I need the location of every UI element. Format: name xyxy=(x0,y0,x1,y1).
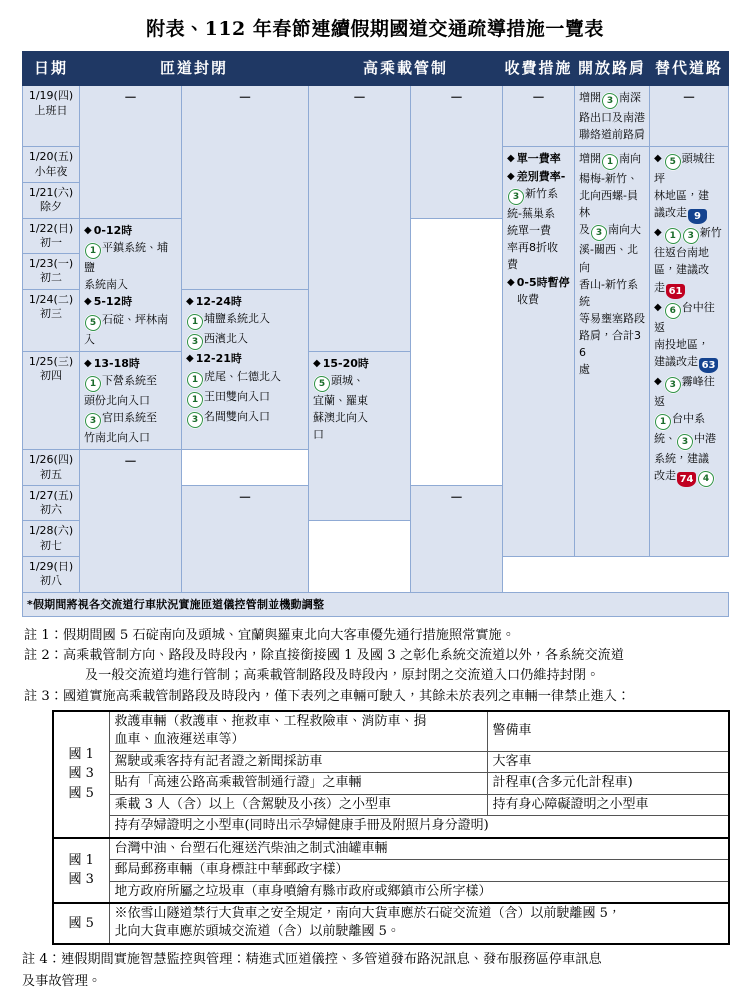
shoulder-cell-row1: 增開 3 南深 路出口及南港 聯絡道前路肩 xyxy=(575,86,650,147)
vehicle-row xyxy=(53,751,729,772)
header-hov-control: 高乘載管制 xyxy=(309,52,503,86)
ramp-closure-cell-empty-a: － xyxy=(80,86,182,218)
vehicle-desc-full: 郵局郵務車輛（車身標註中華郵政字樣） xyxy=(109,860,729,881)
toll-cell-main: ◆ 單一費率 ◆ 差別費率- 3 新竹系 統-蕪巢系 統單一費 率再8折收 費 ◆ 0-5時暫停 收費 xyxy=(503,147,575,557)
page-title: 附表、112 年春節連續假期國道交通疏導措施一覽表 xyxy=(146,18,604,40)
date-cell: 1/25(三) 初四 xyxy=(23,351,80,450)
vehicle-desc: 救護車輛（救護車、拖救車、工程救險車、消防車、捐 血車、血液運送車等） xyxy=(109,711,487,751)
provincial-highway-badge: 9 xyxy=(688,209,707,224)
national-highway-badge: 6 xyxy=(665,303,681,319)
vehicle-desc-full: ※依雪山隧道禁行大貨車之安全規定，南向大貨車應於石碇交流道（含）以前駛離國 5， 北向大貨車應於頭城交流道（含）以前駛離國 5。 xyxy=(109,903,729,944)
national-highway-badge: 1 xyxy=(655,414,671,430)
vehicle-desc-right: 大客車 xyxy=(487,751,729,772)
header-ramp-closure: 匝道封閉 xyxy=(80,52,309,86)
vehicle-group-label-1: 國 1 國 3 國 5 xyxy=(53,711,109,838)
ramp-closure-cell-north: ◆ 12-24時 1 埔鹽系統北入 3 西濱北入 ◆ 12-21時 1 虎尾、仁德北入 1 王田雙向入口 3 名間雙向入口 xyxy=(182,289,309,450)
alt-routes-cell-main: ◆ 5 頭城往坪 林地區，建 議改走 9 ◆ 1 3 新竹 往返台南地 區，建議改 走 61 ◆ 6 台中往返 南投地區， 建議改走 63 ◆ 3 霧峰往返 1 台中系 統、 3 中港 系統，建議 改走 74 4 xyxy=(650,147,729,557)
notes-section xyxy=(22,626,728,707)
national-highway-badge: 5 xyxy=(665,154,681,170)
national-highway-badge: 1 xyxy=(85,376,101,392)
vehicle-desc-right: 警備車 xyxy=(487,711,729,751)
national-highway-badge: 3 xyxy=(591,225,607,241)
note-4: 註 4：連假期間實施智慧監控與管理：精進式匝道儀控、多管道發布路況訊息、發布服務區停車訊息 及事故管理。 xyxy=(22,951,602,990)
vehicle-desc-full: 持有孕婦證明之小型車(同時出示孕婦健康手冊及附照片身分證明) xyxy=(109,816,729,838)
vehicle-row xyxy=(53,816,729,838)
note-2: 註 2： 高乘載管制方向、路段及時段內，除直接銜接國 1 及國 3 之彰化系統交流道以外，各系統交流道 及一般交流道均進行管制；高乘載管制路段及時段內，原封閉之交流道入口仍維持封閉。 xyxy=(24,648,625,684)
hov-cell-main: ◆ 13-18時 1 下營系統至 頭份北向入口 3 官田系統至 竹南北向入口 xyxy=(80,351,182,450)
table-footnote: *假期間將視各交流道行車狀況實施匝道儀控管制並機動調整 xyxy=(23,592,729,616)
header-toll-measures: 收費措施 xyxy=(503,52,575,86)
traffic-measures-table xyxy=(22,51,729,617)
vehicle-row xyxy=(53,903,729,944)
hov-cell-empty-a: － xyxy=(309,86,411,351)
alt-cell-empty: － xyxy=(650,86,729,147)
shoulder-cell-main: 增開 1 南向 楊梅-新竹、 北向西螺-員林 及 3 南向大 溪-關西、北向 香山-新竹系統 等易壅塞路段 路肩，合計36 處 xyxy=(575,147,650,557)
vehicle-group-label-2: 國 1 國 3 xyxy=(53,838,109,903)
vehicle-desc-right: 計程車(含多元化計程車) xyxy=(487,773,729,794)
national-highway-badge: 1 xyxy=(187,392,203,408)
date-cell: 1/20(五) 小年夜 xyxy=(23,147,80,183)
header-alt-routes: 替代道路 xyxy=(650,52,729,86)
national-highway-badge: 3 xyxy=(187,334,203,350)
ramp-closure-cell-empty-c: － xyxy=(80,450,182,592)
date-cell: 1/26(四) 初五 xyxy=(23,450,80,486)
national-highway-badge: 5 xyxy=(314,376,330,392)
national-highway-badge: 3 xyxy=(665,377,681,393)
date-cell: 1/24(二) 初三 xyxy=(23,289,80,351)
national-highway-badge: 3 xyxy=(85,413,101,429)
vehicle-row xyxy=(53,881,729,903)
hov-cell-empty-b: － xyxy=(411,86,503,218)
vehicle-desc: 駕駛或乘客持有記者證之新聞採訪車 xyxy=(109,751,487,772)
header-shoulder-open: 開放路肩 xyxy=(575,52,650,86)
provincial-highway-badge: 63 xyxy=(699,358,718,373)
hov-cell-empty-c: － xyxy=(411,485,503,592)
vehicle-group-label-3: 國 5 xyxy=(53,903,109,944)
ramp-closure-cell-empty-b: － xyxy=(182,86,309,289)
vehicle-desc: 乘載 3 人（含）以上（含駕駛及小孩）之小型車 xyxy=(109,794,487,815)
note-1: 註 1： 假期間國 5 石碇南向及頭城、宜蘭與羅東北向大客車優先通行措施照常實施。 xyxy=(24,627,515,643)
permitted-vehicles-table xyxy=(52,710,730,945)
ramp-closure-cell-south: ◆ 0-12時 1 平鎮系統、埔鹽 系統南入 ◆ 5-12時 5 石碇、坪林南入 xyxy=(80,218,182,351)
national-highway-badge: 3 xyxy=(187,412,203,428)
vehicle-row xyxy=(53,794,729,815)
national-highway-badge: 1 xyxy=(602,154,618,170)
table-row xyxy=(23,86,729,147)
date-cell: 1/19(四) 上班日 xyxy=(23,86,80,147)
national-highway-badge: 3 xyxy=(683,228,699,244)
table-header-row xyxy=(23,52,729,86)
date-cell: 1/21(六) 除夕 xyxy=(23,182,80,218)
vehicle-desc-full: 台灣中油、台塑石化運送汽柴油之制式油罐車輛 xyxy=(109,838,729,860)
national-highway-badge: 1 xyxy=(665,228,681,244)
date-cell: 1/23(一) 初二 xyxy=(23,254,80,290)
national-highway-badge: 4 xyxy=(698,471,714,487)
header-date: 日期 xyxy=(23,52,80,86)
ramp-closure-cell-empty-d: － xyxy=(182,485,309,592)
vehicle-row xyxy=(53,773,729,794)
national-highway-badge: 5 xyxy=(85,315,101,331)
note-3: 註 3： 國道實施高乘載管制路段及時段內，僅下表列之車輛可駛入，其餘未於表列之車輛一律禁止進入： xyxy=(24,689,631,705)
vehicle-desc-full: 地方政府所屬之垃圾車（車身噴繪有縣市政府或鄉鎮市公所字樣） xyxy=(109,881,729,903)
national-highway-badge: 3 xyxy=(677,434,693,450)
vehicle-row xyxy=(53,711,729,751)
expressway-badge: 74 xyxy=(677,472,696,487)
vehicle-row xyxy=(53,860,729,881)
hov-cell-east: ◆ 15-20時 5 頭城、 宜蘭、羅東 蘇澳北向入 口 xyxy=(309,351,411,521)
date-cell: 1/27(五) 初六 xyxy=(23,485,80,521)
vehicle-row xyxy=(53,838,729,860)
toll-cell-empty: － xyxy=(503,86,575,147)
national-highway-badge: 3 xyxy=(602,93,618,109)
vehicle-desc-right: 持有身心障礙證明之小型車 xyxy=(487,794,729,815)
date-cell: 1/22(日) 初一 xyxy=(23,218,80,254)
national-highway-badge: 1 xyxy=(187,314,203,330)
national-highway-badge: 1 xyxy=(187,372,203,388)
date-cell: 1/28(六) 初七 xyxy=(23,521,80,557)
expressway-badge: 61 xyxy=(666,284,685,299)
national-highway-badge: 1 xyxy=(85,243,101,259)
national-highway-badge: 3 xyxy=(508,189,524,205)
vehicle-desc: 貼有「高速公路高乘載管制通行證」之車輛 xyxy=(109,773,487,794)
date-cell: 1/29(日) 初八 xyxy=(23,557,80,593)
table-footnote-row xyxy=(23,592,729,616)
